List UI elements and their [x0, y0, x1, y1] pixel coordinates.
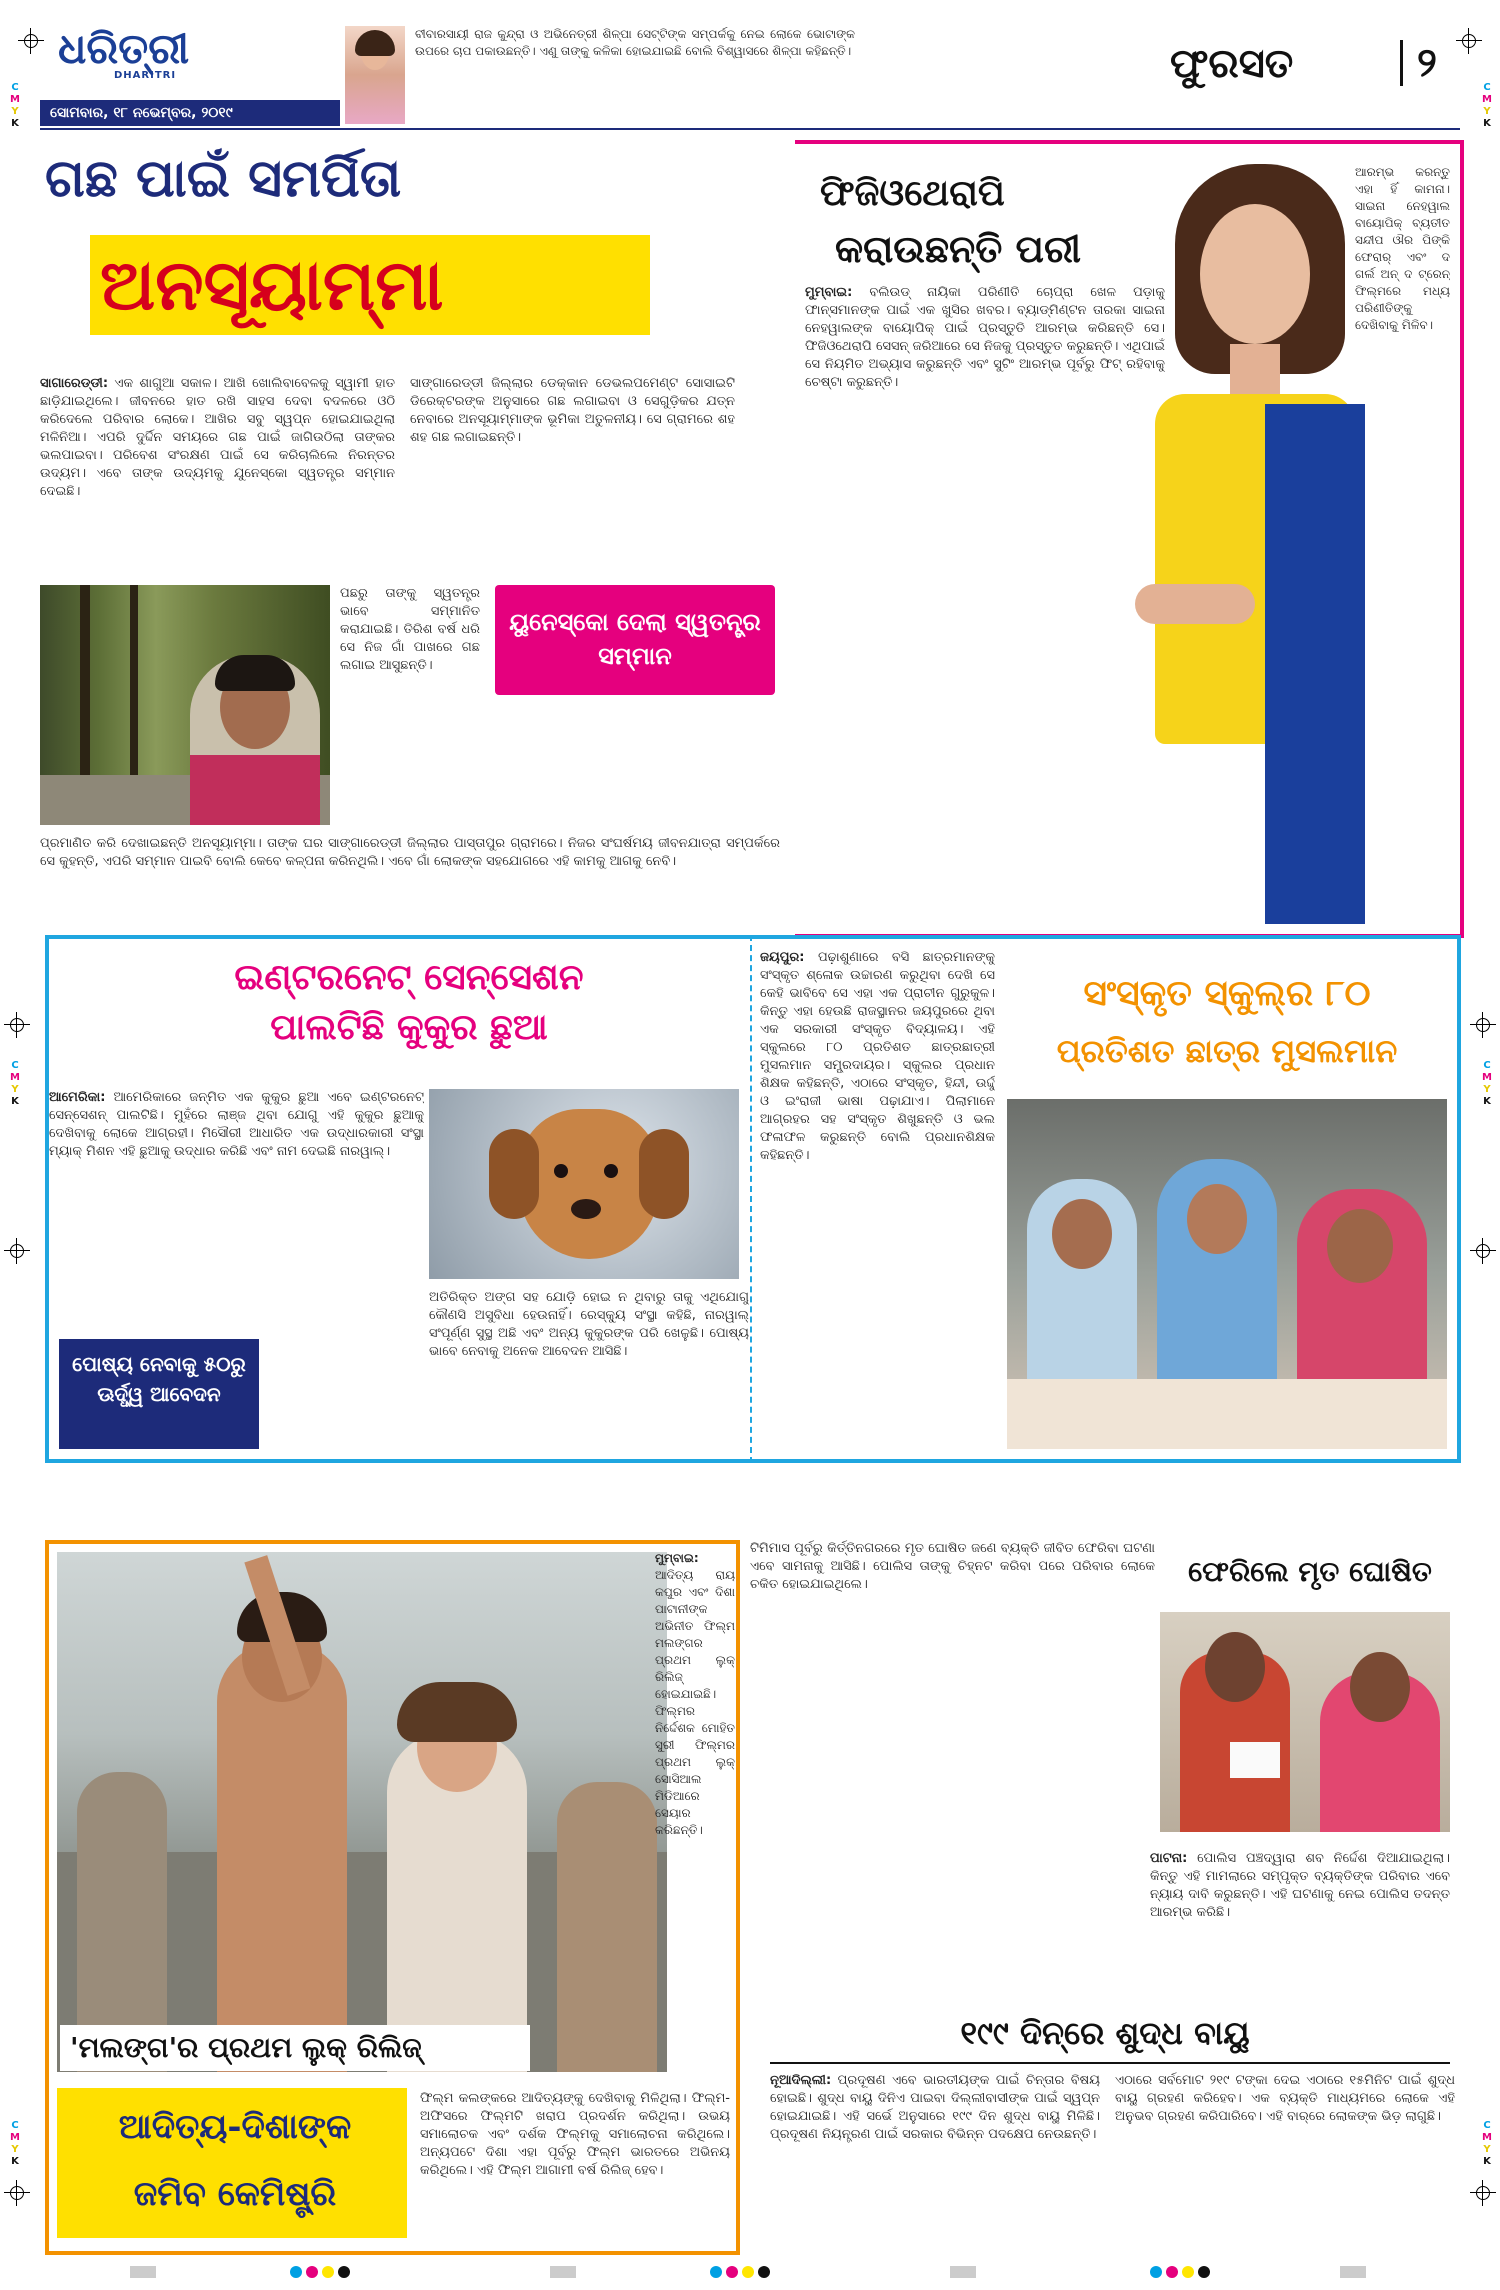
headline-puppy-2: ପାଲଟିଛି କୁକୁର ଛୁଆ [270, 1006, 548, 1048]
malang-caption: 'ମଲଙ୍ଗ'ର ପ୍ରଥମ ଲୁକ୍ ରିଲିଜ୍ [60, 2025, 530, 2071]
story7-dateline: ନୂଆଦିଲ୍ଲୀ: [770, 2073, 832, 2088]
story1-dateline: ସାଗାରେଡ୍ଡୀ: [40, 376, 109, 391]
story1-body-b: ସାଙ୍ଗାରେଡ୍ଡୀ ଜିଲ୍ଲାର ଡେକ୍କାନ ଡେଭଲପମେଣ୍ଟ ସୋସାଇଟି ଡିରେକ୍ଟରଙ୍କ ଅନୁସାରେ ଗଛ ଲଗାଇବା ଓ ସେଗୁଡ଼ିକର ଯତ୍ନ ନେବାରେ ଅନସୂୟାମ୍ମାଙ୍କ ଭୂମିକା ଅତୁଳନୀୟ। ସେ ଗ୍ରାମରେ ଶହ ଶହ ଗଛ ଲଗାଇଛନ୍ତି। [410, 376, 735, 445]
logo-subtitle: DHARITRI [114, 70, 177, 81]
story5-body-b: ଫିଲ୍ମ କଲଙ୍କରେ ଆଦିତ୍ୟଙ୍କୁ ଦେଖିବାକୁ ମିଳିଥିଲା। ଫିଲ୍ମ-ଅଫିସରେ ଫିଲ୍ମଟି ଖରାପ ପ୍ରଦର୍ଶନ କରିଥିଲା। ଉଭୟ ସମାଲୋଚକ ଏବଂ ଦର୍ଶକ ଫିଲ୍ମକୁ ସମାଲୋଚନା କରିଥିଲେ। ଅନ୍ୟପଟେ ଦିଶା ଏହା ପୂର୍ବରୁ ଫିଲ୍ମ ଭାରତରେ ଅଭିନୟ କରିଥିଲେ। ଏହି ଫିଲ୍ମ ଆଗାମୀ ବର୍ଷ ରିଲିଜ୍ ହେବ। [420, 2091, 730, 2178]
headline-parineeti-2: କରାଉଛନ୍ତି ପରୀ [835, 226, 1082, 271]
photo-puppy [429, 1089, 739, 1279]
cmyk-strip: C M Y K [1482, 2120, 1492, 2167]
headline-sanskrit-1: ସଂସ୍କୃତ ସ୍କୁଲ୍‌ର ୮୦ [1083, 972, 1371, 1014]
story2-body-a [805, 284, 1165, 844]
photo-malang [57, 1552, 667, 2072]
headline-pure-air: ୧୯୯ ଦିନ୍‌ରେ ଶୁଦ୍ଧ ବାୟୁ [960, 2014, 1250, 2052]
headline-parineeti-1: ଫିଜିଓଥେରାପି [820, 172, 1005, 214]
story5-body-a [655, 1550, 735, 2070]
headline-malang-1: ଆଦିତ୍ୟ-ଦିଶାଙ୍କ [118, 2107, 352, 2147]
registration-mark [4, 1238, 30, 1264]
story4-paragraph-a: ପଢ଼ାଶୁଣାରେ ବସି ଛାତ୍ରମାନଙ୍କୁ ସଂସ୍କୃତ ଶ୍ଳୋକ ଉଚ୍ଚାରଣ କରୁଥିବା ଦେଖି ସେ କେହି ଭାବିବେ ସେ ଏହା ଏକ ପ୍ରାଚୀନ ଗୁରୁକୁଳ। କିନ୍ତୁ ଏହା ହେଉଛି ରାଜସ୍ଥାନର ଜୟପୁରରେ ଥିବା ଏକ ସରକାରୀ ସଂସ୍କୃତ ବିଦ୍ୟାଳୟ। ଏହି ସ୍କୁଲରେ ୮୦ ପ୍ରତିଶତ ଛାତ୍ରଛାତ୍ରୀ ମୁସଲମାନ ସମ୍ପ୍ରଦାୟର। ସ୍କୁଲର ପ୍ରଧାନ ଶିକ୍ଷକ କହିଛନ୍ତି, ଏଠାରେ ସଂସ୍କୃତ, ହିନ୍ଦୀ, ଉର୍ଦ୍ଦୁ ଓ ଇଂରାଜୀ ଭାଷା ପଢ଼ାଯାଏ। ପିଲାମାନେ ଆଗ୍ରହର ସହ ସଂସ୍କୃତ ଶିଖୁଛନ୍ତି ଓ ଭଲ ଫଳାଫଳ କରୁଛନ୍ତି ବୋଲି ପ୍ରଧାନଶିକ୍ଷକ କହିଛନ୍ତି। [760, 950, 995, 1163]
date-bar [40, 100, 340, 126]
teaser-photo [345, 26, 405, 124]
story7-paragraph-a: ପ୍ରଦୂଷଣ ଏବେ ଭାରତୀୟଙ୍କ ପାଇଁ ଚିନ୍ତାର ବିଷୟ ହୋଇଛି। ଶୁଦ୍ଧ ବାୟୁ ଦିନିଏ ପାଇବା ଦିଲ୍ଲୀବାସୀଙ୍କ ପାଇଁ ସ୍ୱପ୍ନ ହୋଇଯାଇଛି। ଏହି ସର୍ଭେ ଅନୁସାରେ ୧୯୯ ଦିନ ଶୁଦ୍ଧ ବାୟୁ ମିଳିଛି। ପ୍ରଦୂଷଣ ନିୟନ୍ତ୍ରଣ ପାଇଁ ସରକାର ବିଭିନ୍ନ ପଦକ୍ଷେପ ନେଉଛନ୍ତି। [770, 2073, 1100, 2142]
masthead [40, 20, 1460, 130]
story5-paragraph-a: ଆଦିତ୍ୟ ରାୟ କପୁର ଏବଂ ଦିଶା ପାଟାନୀଙ୍କ ଅଭିନୀତ ଫିଲ୍ମ ମଲଙ୍ଗର ପ୍ରଥମ ଲୁକ୍ ରିଲିଜ୍ ହୋଇଯାଇଛି। ଫିଲ୍ମର ନିର୍ଦ୍ଦେଶକ ମୋହିତ ସୁରୀ ଫିଲ୍ମର ପ୍ରଥମ ଲୁକ୍ ସୋସିଆଲ ମିଡିଆରେ ସେୟାର କରିଛନ୍ତି। [655, 1568, 735, 1837]
story1-body-d: ପ୍ରମାଣିତ କରି ଦେଖାଇଛନ୍ତି ଅନସୂୟାମ୍ମା। ତାଙ୍କ ଘର ସାଙ୍ଗାରେଡ୍ଡୀ ଜିଲ୍ଲାର ପାସ୍ତାପୁର ଗ୍ରାମରେ। ନିଜର ସଂଘର୍ଷମୟ ଜୀବନଯାତ୍ରା ସମ୍ପର୍କରେ ସେ କୁହନ୍ତି, ଏପରି ସମ୍ମାନ ପାଇବି ବୋଲି କେବେ କଳ୍ପନା କରିନଥିଲି। ଏବେ ଗାଁ ଲୋକଙ୍କ ସହଯୋଗରେ ଏହି କାମକୁ ଆଗକୁ ନେବି। [40, 836, 780, 869]
cmyk-strip: C M Y K [1482, 1060, 1492, 1107]
registration-mark [1470, 1012, 1496, 1038]
story-pure-air [750, 2010, 1460, 2255]
headline-puppy-1: ଇଣ୍ଟରନେଟ୍ ସେନ୍‌ସେଶନ [234, 956, 584, 998]
story2-body-b: ଆରମ୍ଭ କରନ୍ତୁ ଏହା ହିଁ କାମନା। ସାଇନା ନେହୱାଲ ବାୟୋପିକ୍ ବ୍ୟତୀତ ସନ୍ଦୀପ ଔର ପିଙ୍କି ଫେରାର୍ ଏବଂ ଦ ଗର୍ଲ ଅନ୍ ଦ ଟ୍ରେନ୍ ଫିଲ୍ମରେ ମଧ୍ୟ ପରିଣୀତିଙ୍କୁ ଦେଖିବାକୁ ମିଳିବ। [1355, 165, 1450, 332]
cmyk-strip: C M Y K [10, 2120, 20, 2167]
registration-mark [1470, 2180, 1496, 2206]
adoption-banner [59, 1339, 259, 1449]
story4-body-a [760, 949, 995, 1449]
story3-body-b: ଅତିରିକ୍ତ ଅଙ୍ଗ ସହ ଯୋଡ଼ି ହୋଇ ନ ଥିବାରୁ ତାକୁ ଏଥିଯୋଗୁ କୌଣସି ଅସୁବିଧା ହେଉନାହିଁ। ରେସ୍କ୍ୟୁ ସଂସ୍ଥା କହିଛି, ନାରୱାଲ୍ ସଂପୂର୍ଣ୍ଣ ସୁସ୍ଥ ଅଛି ଏବଂ ଅନ୍ୟ କୁକୁରଙ୍କ ପରି ଖେଳୁଛି। ପୋଷ୍ୟ ଭାବେ ନେବାକୁ ଅନେକ ଆବେଦନ ଆସିଛି। [429, 1290, 749, 1359]
story1-paragraph-a: ଏକ ଶାଗୁଆ ସକାଳ। ଆଖି ଖୋଲିବାବେଳକୁ ସ୍ୱାମୀ ହାତ ଛାଡ଼ିଯାଇଥିଲେ। ଜୀବନରେ ହାତ ରଖି ସାହସ ଦେବା ବଦଳରେ ଓଠି କରିଦେଲେ ପରିବାର ଲୋକେ। ଆଖିର ସବୁ ସ୍ୱପ୍ନ ହୋଇଯାଇଥିଲା ମଳିନିଆ। ଏପରି ଦୁର୍ଦ୍ଦିନ ସମୟରେ ଗଛ ପାଇଁ ଜାଗିଉଠିଲା ତାଙ୍କର ଭଲପାଇବା। ପରିବେଶ ସଂରକ୍ଷଣ ପାଇଁ ସେ କରିଚାଲିଲେ ନିରନ୍ତର ଉଦ୍ୟମ। ଏବେ ତାଙ୍କ ଉଦ୍ୟମକୁ ଯୁନେସ୍କୋ ସ୍ୱତନ୍ତ୍ର ସମ୍ମାନ ଦେଇଛି। [40, 376, 395, 499]
story3-dateline: ଆମେରିକା: [49, 1090, 106, 1105]
story5-dateline: ମୁମ୍ବାଇ: [655, 1551, 699, 1565]
photo-sanskrit-students [1007, 1099, 1447, 1449]
headline-anasuyamma-2: ଅନସୂୟାମ୍ମା [100, 243, 444, 326]
story5-body-c: ଟିମିମାସ ପୂର୍ବରୁ କିର୍ତ୍ତିନଗରରେ ମୃତ ଘୋଷିତ ଜଣେ ବ୍ୟକ୍ତି ଜୀବିତ ଫେରିବା ଘଟଣା ଏବେ ସାମନାକୁ ଆସିଛି। ପୋଲିସ ତାଙ୍କୁ ଚିହ୍ନଟ କରିବା ପରେ ପରିବାର ଲୋକେ ଚକିତ ହୋଇଯାଇଥିଲେ। [750, 1541, 1155, 1592]
cmyk-strip: C M Y K [10, 82, 20, 129]
issue-date: ସୋମବାର, ୧୮ ନଭେମ୍ବର, ୨୦୧୯ [50, 105, 233, 121]
story-puppy [45, 935, 754, 1463]
cmyk-strip: C M Y K [1482, 82, 1492, 129]
story7-body-b: ଏଠାରେ ସର୍ବମୋଟ ୨୧୯ ଟଙ୍କା ଦେଇ ଏଠାରେ ୧୫ମିନିଟ ପାଇଁ ଶୁଦ୍ଧ ବାୟୁ ଗ୍ରହଣ କରିହେବ। ଏକ ବ୍ୟକ୍ତି ମାଧ୍ୟମରେ ଲୋକେ ଏହି ଅନୁଭବ ଗ୍ରହଣ କରିପାରିବେ। ଏହି ବାର୍‌ରେ ଲୋକଙ୍କ ଭିଡ଼ ଲାଗୁଛି। [1115, 2073, 1455, 2124]
photo-parineeti [1135, 164, 1375, 924]
award-banner [495, 585, 775, 695]
headline-sanskrit-2: ପ୍ରତିଶତ ଛାତ୍ର ମୁସଲମାନ [1056, 1032, 1398, 1070]
story3-body-a [49, 1089, 424, 1309]
story-returned-alive [1150, 1540, 1460, 2010]
story4-dateline: ଜୟପୁର: [760, 950, 805, 965]
story2-dateline: ମୁମ୍ବାଇ: [805, 285, 853, 300]
award-banner-text: ୟୁନେସ୍କୋ ଦେଲା ସ୍ୱତନ୍ତ୍ର ସମ୍ମାନ [509, 608, 761, 670]
headline-malang-2: ଜମିବ କେମିଷ୍ଟ୍ରି [133, 2174, 337, 2214]
photo-returned-alive [1160, 1612, 1450, 1832]
registration-mark [4, 1012, 30, 1038]
story7-body-a [770, 2072, 1100, 2252]
teaser-text: ବୀବାରସାୟୀ ରାଜ କୁନ୍ଦ୍ରା ଓ ଅଭିନେତ୍ରୀ ଶିଳ୍ପା ସେଟ୍ଟିଙ୍କ ସମ୍ପର୍କକୁ ନେଇ ଲୋକେ ଭୋଟାଙ୍କ ଉପରେ ଚାପ ପକାଉଛନ୍ତି। ଏଣୁ ତାଙ୍କୁ କଳିକା ହୋଇଯାଇଛି ବୋଲି ବିଶ୍ୱାସରେ ଶିଳ୍ପା କହିଛନ୍ତି। [415, 27, 855, 58]
story3-paragraph-a: ଆମେରିକାରେ ଜନ୍ମିତ ଏକ କୁକୁର ଛୁଆ ଏବେ ଇଣ୍ଟରନେଟ୍ ସେନ୍‌ସେଶନ୍ ପାଲଟିଛି। ମୁହଁରେ ଲାଞ୍ଜ ଥିବା ଯୋଗୁ ଏହି କୁକୁର ଛୁଆକୁ ଦେଖିବାକୁ ଲୋକେ ଆଗ୍ରହୀ। ମିସୌରୀ ଆଧାରିତ ଏକ ଉଦ୍ଧାରକାରୀ ସଂସ୍ଥା ମ୍ୟାକ୍ ମିଶନ ଏହି ଛୁଆକୁ ଉଦ୍ଧାର କରିଛି ଏବଂ ନାମ ଦେଇଛି ନାରୱାଲ୍। [49, 1090, 424, 1159]
pure-air-rule [770, 2062, 1450, 2064]
story2-paragraph-a: ବଲିଉଡ୍ ନାୟିକା ପରିଣୀତି ଚୋପ୍ରା ଖେଳ ପଡ଼ାକୁ ଫାନ୍ସମାନଙ୍କ ପାଇଁ ଏକ ଖୁସିର ଖବର। ବ୍ୟାଡ୍‌ମିଣ୍ଟନ ତାରକା ସାଇନା ନେହୱାଲଙ୍କ ବାୟୋପିକ୍ ପାଇଁ ପ୍ରସ୍ତୁତି ଆରମ୍ଭ କରିଛନ୍ତି ସେ। ଫିଜିଓଥେରାପି ସେସନ୍ ଜରିଆରେ ସେ ନିଜକୁ ପ୍ରସ୍ତୁତ କରୁଛନ୍ତି। ଏଥିପାଇଁ ସେ ନିୟମିତ ଅଭ୍ୟାସ କରୁଛନ୍ତି ଏବଂ ସୁଟିଂ ଆରମ୍ଭ ପୂର୍ବରୁ ଫିଟ୍ ରହିବାକୁ ଚେଷ୍ଟା କରୁଛନ୍ତି। [805, 285, 1165, 390]
adoption-banner-text: ପୋଷ୍ୟ ନେବାକୁ ୫୦ରୁ ଊର୍ଦ୍ଧ୍ୱ ଆବେଦନ [72, 1352, 246, 1406]
color-calibration-bar [130, 2262, 1370, 2282]
registration-mark [1470, 1238, 1496, 1264]
story1-body-c: ପଛରୁ ତାଙ୍କୁ ସ୍ୱତନ୍ତ୍ର ଭାବେ ସମ୍ମାନିତ କରାଯାଇଛି। ତିରିଶ ବର୍ଷ ଧରି ସେ ନିଜ ଗାଁ ପାଖରେ ଗଛ ଲଗାଇ ଆସୁଛନ୍ତି। [340, 586, 480, 673]
story6-dateline: ପାଟନା: [1150, 1851, 1188, 1866]
headline-returned-alive: ଫେରିଲେ ମୃତ ଘୋଷିତ [1188, 1555, 1432, 1588]
section-name: ଫୁରସତ [1170, 40, 1294, 87]
logo [58, 24, 228, 82]
story-parineeti [795, 140, 1464, 938]
logo-text: ଧରିତ୍ରୀ [58, 24, 190, 73]
story6-paragraph-a: ପୋଲିସ ପଞ୍ଚଦ୍ୱାରା ଶବ ନିର୍ଦ୍ଦେଶ ଦିଆଯାଇଥିଲା। କିନ୍ତୁ ଏହି ମାମଲାରେ ସମ୍ପୃକ୍ତ ବ୍ୟକ୍ତିଙ୍କ ପରିବାର ଏବେ ନ୍ୟାୟ ଦାବି କରୁଛନ୍ତି। ଏହି ଘଟଣାକୁ ନେଇ ପୋଲିସ ତଦନ୍ତ ଆରମ୍ଭ କରିଛି। [1150, 1851, 1450, 1920]
page-number: ୨ [1400, 40, 1437, 86]
story-sanskrit-school [750, 935, 1461, 1463]
story6-body-a [1150, 1850, 1450, 2010]
headline-anasuyamma-1: ଗଛ ପାଇଁ ସମର୍ପିତା [45, 148, 402, 209]
masthead-rule [40, 128, 1460, 130]
registration-mark [4, 2180, 30, 2206]
story-anasuyamma [40, 135, 790, 925]
photo-anasuyamma [40, 585, 330, 825]
story3-body-c [269, 1319, 419, 1449]
cmyk-strip: C M Y K [10, 1060, 20, 1107]
